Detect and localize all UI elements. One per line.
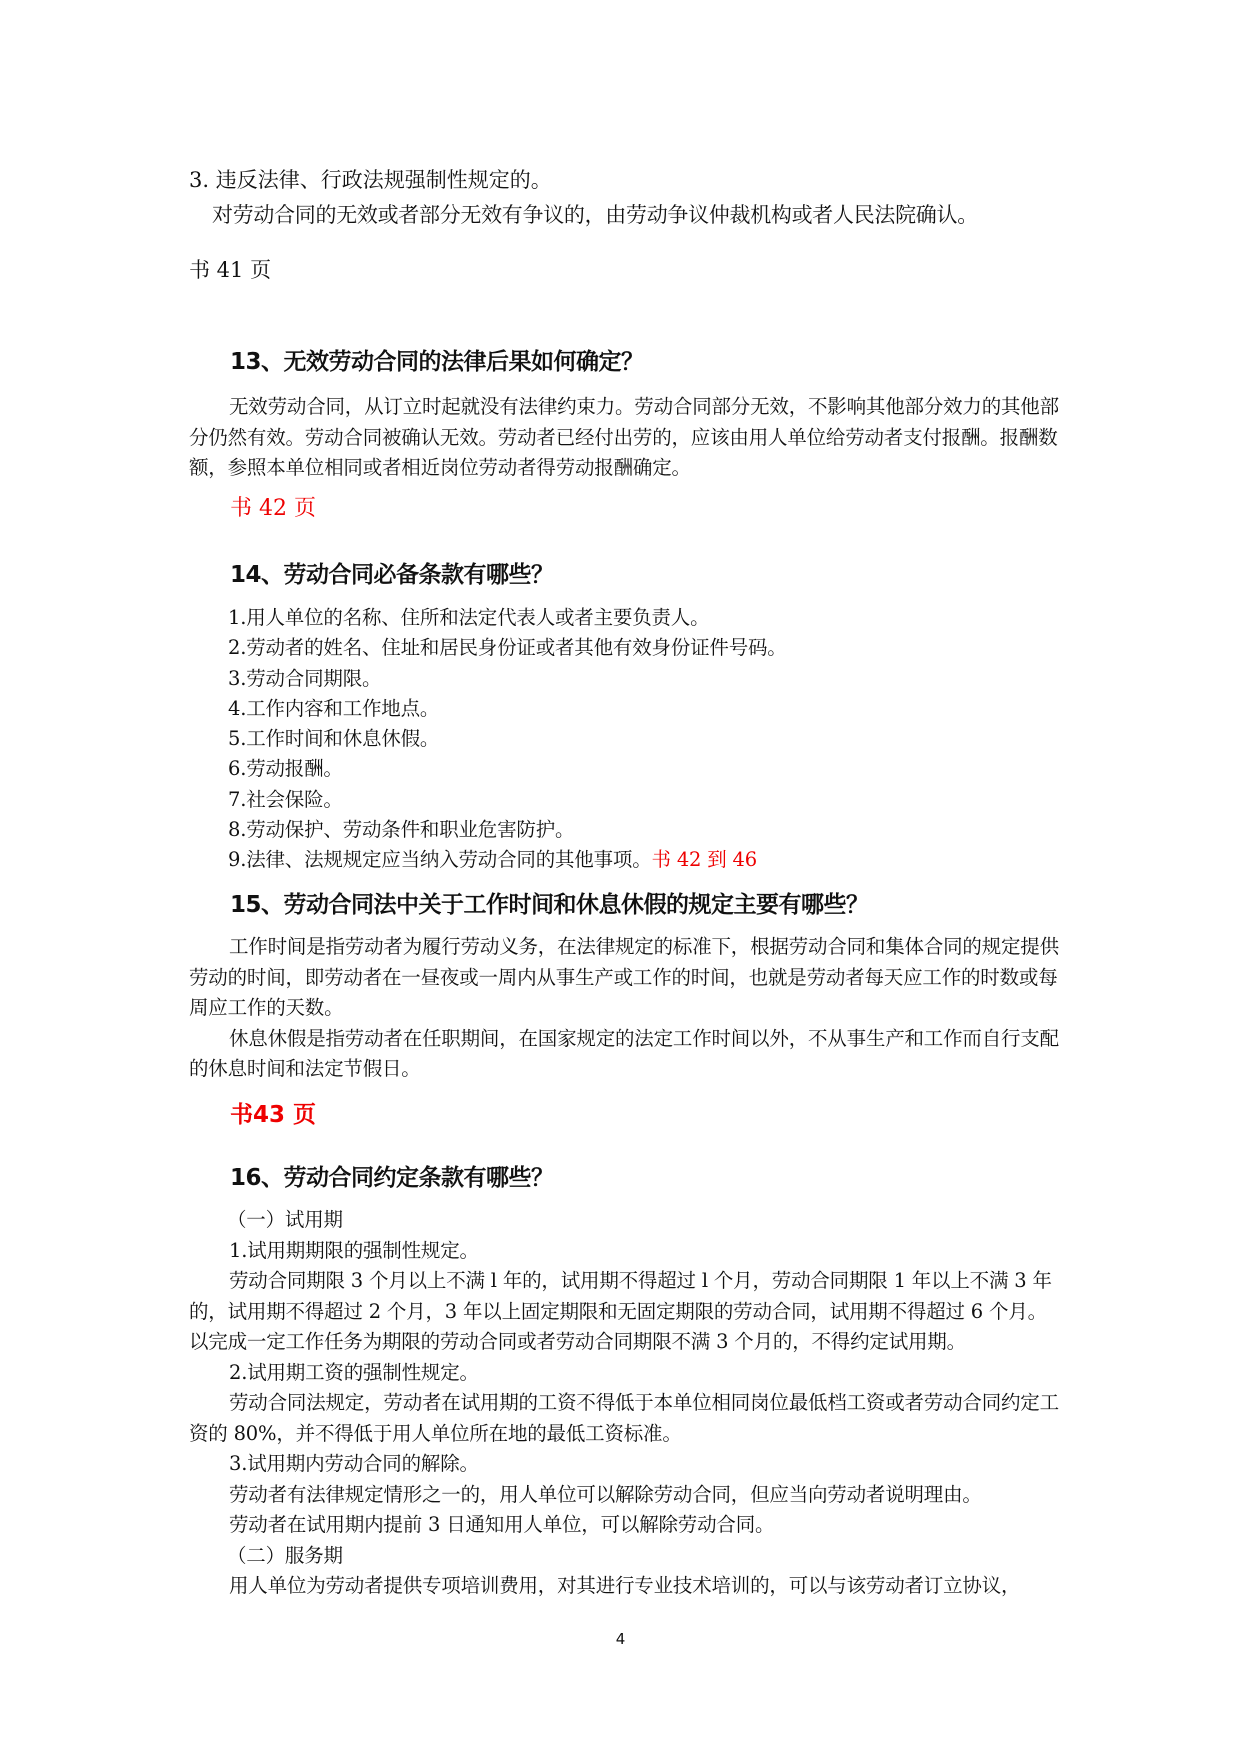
- q16-p4: 劳动者在试用期内提前 3 日通知用人单位，可以解除劳动合同。: [229, 1513, 775, 1536]
- q16-s1: （一）试用期: [227, 1208, 343, 1231]
- line-violation: 3. 违反法律、行政法规强制性规定的。: [189, 168, 552, 192]
- q13-body: [189, 392, 1064, 484]
- q16-p5: 用人单位为劳动者提供专项培训费用，对其进行专业技术培训的，可以与该劳动者订立协议，: [229, 1574, 1021, 1597]
- book-ref-42-46: 书 42 到 46: [651, 848, 757, 872]
- list-item: 5.工作时间和休息休假。: [228, 727, 440, 751]
- book-ref-41: 书 41 页: [189, 258, 272, 282]
- list-item: 2.劳动者的姓名、住址和居民身份证或者其他有效身份证件号码。: [228, 636, 787, 660]
- page-number: 4: [615, 1630, 626, 1648]
- q16-p3: 劳动者有法律规定情形之一的，用人单位可以解除劳动合同，但应当向劳动者说明理由。: [229, 1482, 982, 1506]
- q15-p1: 工作时间是指劳动者为履行劳动义务，在法律规定的标准下，根据劳动合同和集体合同的规定提供劳动的时间，即劳动者在一昼夜或一周内从事生产或工作的时间，也就是劳动者每天应工作的时数或每周应工作的天数。: [189, 935, 1059, 1019]
- list-item: 3.劳动合同期限。: [228, 666, 382, 690]
- q16-p1: 劳动合同期限 3 个月以上不满 l 年的，试用期不得超过 l 个月，劳动合同期限 1 年以上不满 3 年的，试用期不得超过 2 个月，3 年以上固定期限和无固定期限的劳动合同，试用期不得超过 6 个月。以完成一定工作任务为期限的劳动合同或者劳动合同期限不满 3 个月的，不得约定试用期。: [189, 1269, 1052, 1353]
- book-ref-43: 书43 页: [230, 1102, 317, 1128]
- q16-s2: （二）服务期: [227, 1543, 343, 1567]
- q15-p2: 休息休假是指劳动者在任职期间，在国家规定的法定工作时间以外，不从事生产和工作而自行支配的休息时间和法定节假日。: [189, 1026, 1059, 1080]
- q13-body-text: 无效劳动合同，从订立时起就没有法律约束力。劳动合同部分无效，不影响其他部分效力的其他部分仍然有效。劳动合同被确认无效。劳动者已经付出劳的，应该由用人单位给劳动者支付报酬。报酬数额，参照本单位相同或者相近岗位劳动者得劳动报酬确定。: [189, 395, 1059, 479]
- list-item: 1.用人单位的名称、住所和法定代表人或者主要负责人。: [228, 606, 710, 629]
- q16-p2: 劳动合同法规定，劳动者在试用期的工资不得低于本单位相同岗位最低档工资或者劳动合同约定工资的 80%，并不得低于用人单位所在地的最低工资标准。: [189, 1391, 1059, 1445]
- q16-s1-3: 3.试用期内劳动合同的解除。: [229, 1452, 479, 1475]
- q15-body: [189, 932, 1064, 1085]
- list-item: 8.劳动保护、劳动条件和职业危害防护。: [228, 818, 575, 842]
- heading-q13: 13、无效劳动合同的法律后果如何确定？: [230, 349, 644, 375]
- heading-q14: 14、劳动合同必备条款有哪些？: [230, 562, 554, 588]
- list-item: [228, 845, 1068, 875]
- heading-q15: 15、劳动合同法中关于工作时间和休息休假的规定主要有哪些？: [230, 892, 869, 918]
- list-item: 7.社会保险。: [228, 787, 343, 811]
- line-dispute: 对劳动合同的无效或者部分无效有争议的，由劳动争议仲裁机构或者人民法院确认。: [212, 203, 978, 227]
- heading-q16: 16、劳动合同约定条款有哪些？: [230, 1165, 554, 1191]
- list-item: 6.劳动报酬。: [228, 757, 343, 781]
- q16-s1-1: 1.试用期期限的强制性规定。: [229, 1238, 479, 1262]
- book-ref-42: 书 42 页: [230, 496, 316, 521]
- list-item-text: 9.法律、法规规定应当纳入劳动合同的其他事项。: [228, 848, 652, 872]
- q16-s1-2: 2.试用期工资的强制性规定。: [229, 1360, 479, 1384]
- q14-list: [228, 603, 1068, 876]
- q16-body: [189, 1205, 1064, 1602]
- list-item: 4.工作内容和工作地点。: [228, 696, 440, 720]
